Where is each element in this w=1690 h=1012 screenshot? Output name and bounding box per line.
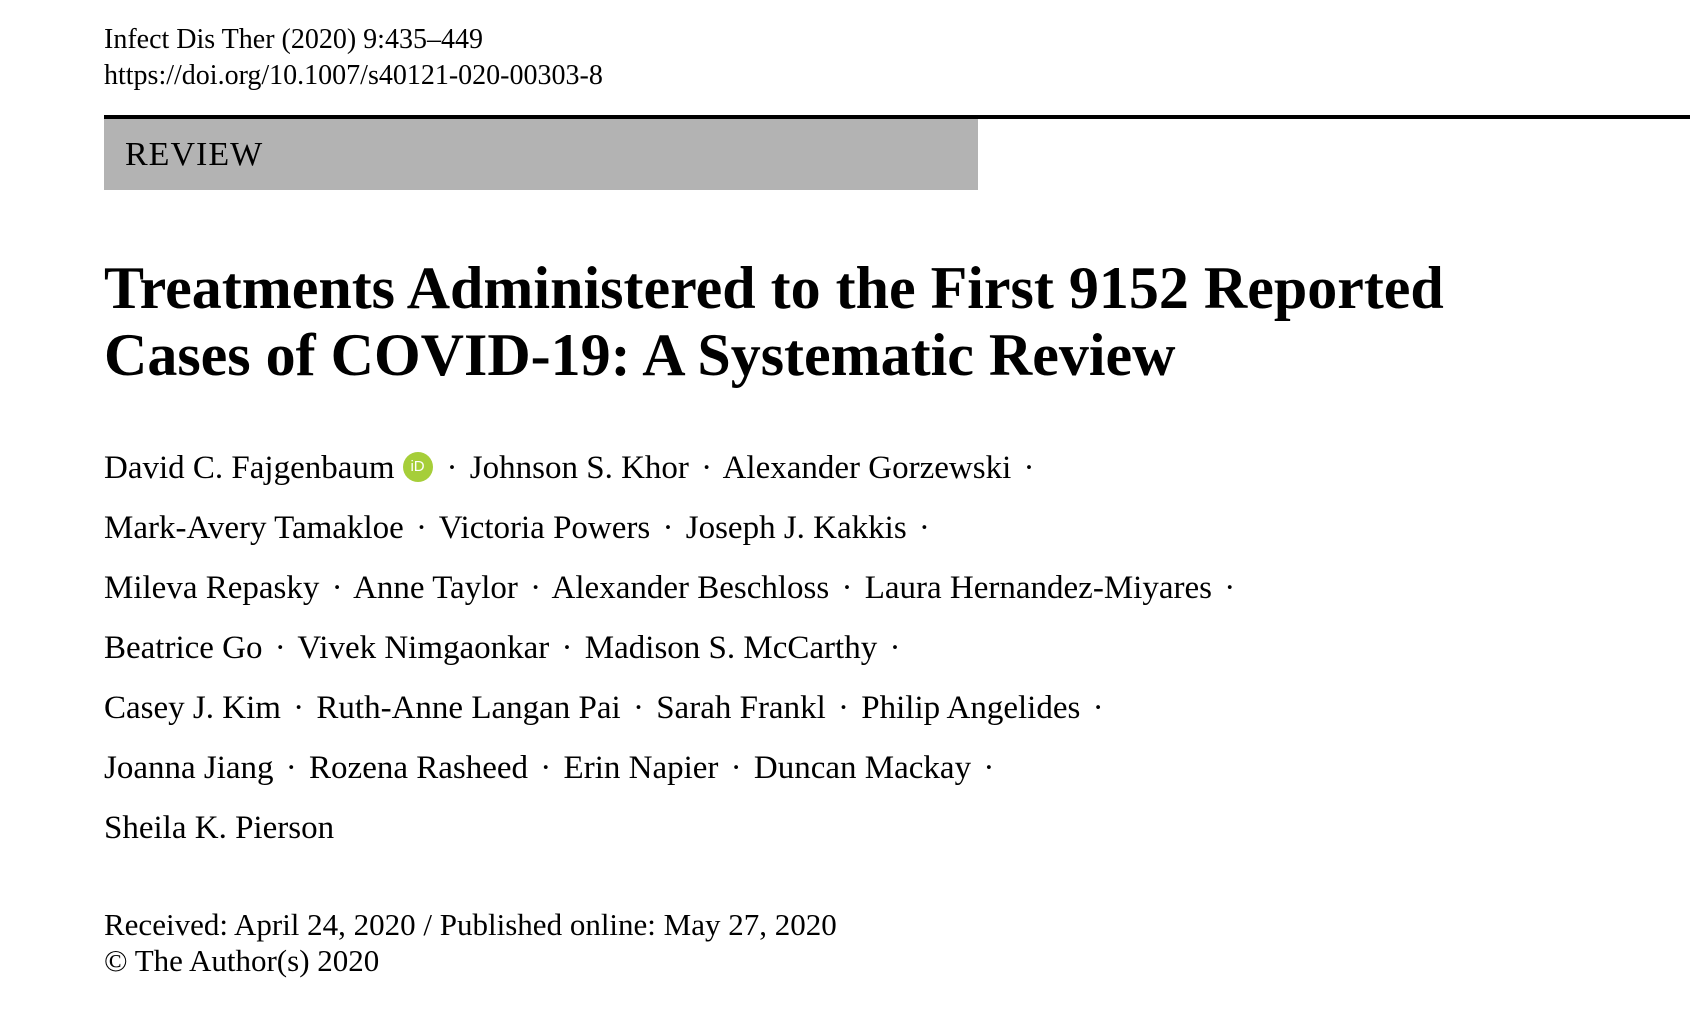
author-separator: · (540, 750, 552, 786)
author-line (104, 805, 1239, 849)
author-separator: · (983, 750, 995, 786)
received-published-dates: Received: April 24, 2020 / Published online: May 27, 2020 (104, 907, 837, 942)
author-line (104, 445, 1239, 505)
author-name[interactable]: Erin Napier (563, 750, 719, 786)
author-line (104, 685, 1239, 745)
author-line (104, 625, 1239, 685)
author-name[interactable]: David C. Fajgenbaum (104, 450, 395, 486)
author-separator: · (701, 450, 713, 486)
author-name[interactable]: Joseph J. Kakkis (685, 510, 907, 546)
author-separator: · (838, 690, 849, 726)
doi-link[interactable]: https://doi.org/10.1007/s40121-020-00303-8 (104, 60, 603, 91)
author-name[interactable]: Madison S. McCarthy (584, 630, 878, 666)
section-label: REVIEW (125, 136, 264, 173)
journal-header (104, 22, 603, 94)
author-separator: · (1092, 690, 1104, 726)
author-name[interactable]: Ruth-Anne Langan Pai (316, 690, 621, 726)
author-name[interactable]: Laura Hernandez-Miyares (864, 570, 1212, 606)
author-name[interactable]: Sarah Frankl (656, 690, 826, 726)
author-separator: · (841, 570, 853, 606)
author-separator: · (416, 510, 428, 546)
author-name[interactable]: Beatrice Go (104, 630, 263, 666)
author-name[interactable]: Rozena Rasheed (309, 750, 529, 786)
author-line (104, 505, 1239, 565)
title-line-2: Cases of COVID-19: A Systematic Review (104, 322, 1176, 388)
author-name[interactable]: Vivek Nimgaonkar (297, 630, 550, 666)
article-dates (104, 907, 837, 979)
author-separator: · (1023, 450, 1035, 486)
author-separator: · (662, 510, 674, 546)
author-name[interactable]: Alexander Gorzewski (722, 450, 1012, 486)
author-name[interactable]: Alexander Beschloss (551, 570, 830, 606)
author-separator: · (561, 630, 573, 666)
author-line (104, 565, 1239, 625)
author-separator: · (632, 690, 644, 726)
author-list (104, 445, 1239, 849)
section-banner (104, 119, 978, 190)
author-name[interactable]: Joanna Jiang (104, 750, 274, 786)
author-name[interactable]: Johnson S. Khor (469, 450, 689, 486)
author-name[interactable]: Mark-Avery Tamakloe (104, 510, 404, 546)
author-name[interactable]: Mileva Repasky (104, 570, 320, 606)
copyright-notice: © The Author(s) 2020 (104, 943, 380, 978)
author-separator: · (1224, 570, 1236, 606)
author-separator: · (285, 750, 297, 786)
author-name[interactable]: Sheila K. Pierson (104, 810, 335, 846)
author-separator: · (530, 570, 542, 606)
author-separator: · (889, 630, 901, 666)
author-name[interactable]: Anne Taylor (353, 570, 518, 606)
orcid-icon[interactable]: iD (403, 452, 433, 482)
author-separator: · (293, 690, 305, 726)
author-separator: · (918, 510, 930, 546)
author-name[interactable]: Philip Angelides (861, 690, 1081, 726)
title-line-1: Treatments Administered to the First 9152 Reported (104, 255, 1444, 321)
author-line (104, 745, 1239, 805)
author-name[interactable]: Victoria Powers (438, 510, 651, 546)
author-name[interactable]: Casey J. Kim (104, 690, 281, 726)
article-title (104, 255, 1684, 389)
author-name[interactable]: Duncan Mackay (753, 750, 972, 786)
author-separator: · (331, 570, 343, 606)
author-separator: · (274, 630, 286, 666)
author-separator: · (730, 750, 742, 786)
journal-citation: Infect Dis Ther (2020) 9:435–449 (104, 24, 483, 55)
author-separator: · (446, 450, 458, 486)
